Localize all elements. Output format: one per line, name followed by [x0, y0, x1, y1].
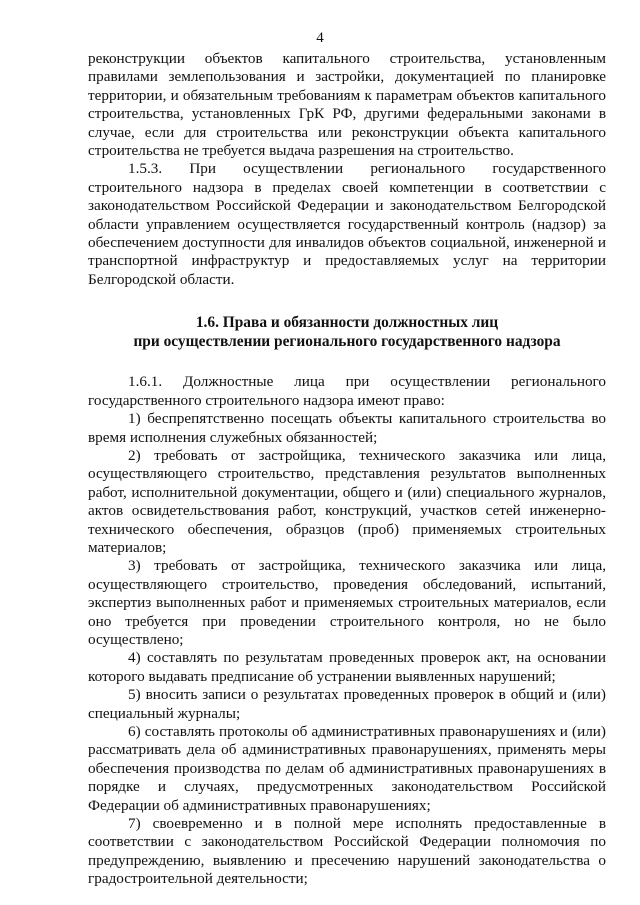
section-heading: [88, 313, 606, 351]
list-item-7: 7) своевременно и в полной мере исполнять предоставленные в соответствии с законодательством Российской Федерации полномочия по предупреждению, выявлению и пресечению нарушений законодательства о градостроительной деятельности;: [88, 815, 606, 888]
list-item-5: 5) вносить записи о результатах проведенных проверок в общий и (или) специальный журналы;: [88, 686, 606, 722]
list-item-3: 3) требовать от застройщика, технического заказчика или лица, осуществляющего строительство, проведения обследований, испытаний, экспертиз выполненных работ и применяемых строительных материалов, если оно требуется при проведении строительного контроля, но не было осуществлено;: [88, 557, 606, 648]
section-heading-line-2: при осуществлении регионального государственного надзора: [133, 333, 561, 351]
list-item-2: 2) требовать от застройщика, технического заказчика или лица, осуществляющего строительство, представления результатов выполненных работ, исполнительной документации, общего и (или) специального журналов, актов освидетельствования работ, конструкций, участков сетей инженерно-технического обеспечения, образцов (проб) применяемых строительных материалов;: [88, 446, 606, 556]
paragraph-1-6-1: 1.6.1. Должностные лица при осуществлении регионального государственного строительного надзора имеют право:: [88, 373, 606, 409]
section-heading-line-1: 1.6. Права и обязанности должностных лиц: [195, 314, 499, 332]
list-item-4: 4) составлять по результатам проведенных проверок акт, на основании которого выдавать предписание об устранении выявленных нарушений;: [88, 649, 606, 685]
list-item-6: 6) составлять протоколы об административных правонарушениях и (или) рассматривать дела об административных правонарушениях, применять меры обеспечения производства по делам об административных правонарушениях в порядке и случаях, предусмотренных законодательством Российской Федерации об административных правонарушениях;: [88, 723, 606, 814]
document-body: [88, 50, 606, 889]
page-number: 4: [316, 30, 324, 46]
list-item-1: 1) беспрепятственно посещать объекты капитального строительства во время исполнения служебных обязанностей;: [88, 410, 606, 446]
paragraph-continuation: реконструкции объектов капитального строительства, установленным правилами землепользования и застройки, документацией по планировке территории, и обязательным требованиям к параметрам объектов капитального строительства, установленных ГрК РФ, другими федеральными законами в случае, если для строительства или реконструкции объекта капитального строительства не требуется выдача разрешения на строительство.: [88, 50, 606, 160]
paragraph-1-5-3: 1.5.3. При осуществлении регионального государственного строительного надзора в пределах своей компетенции в соответствии с законодательством Российской Федерации и законодательством Белгородской области управлением осуществляется государственный контроль (надзор) за обеспечением доступности для инвалидов объектов социальной, инженерной и транспортной инфраструктур и предоставляемых услуг на территории Белгородской области.: [88, 160, 606, 288]
